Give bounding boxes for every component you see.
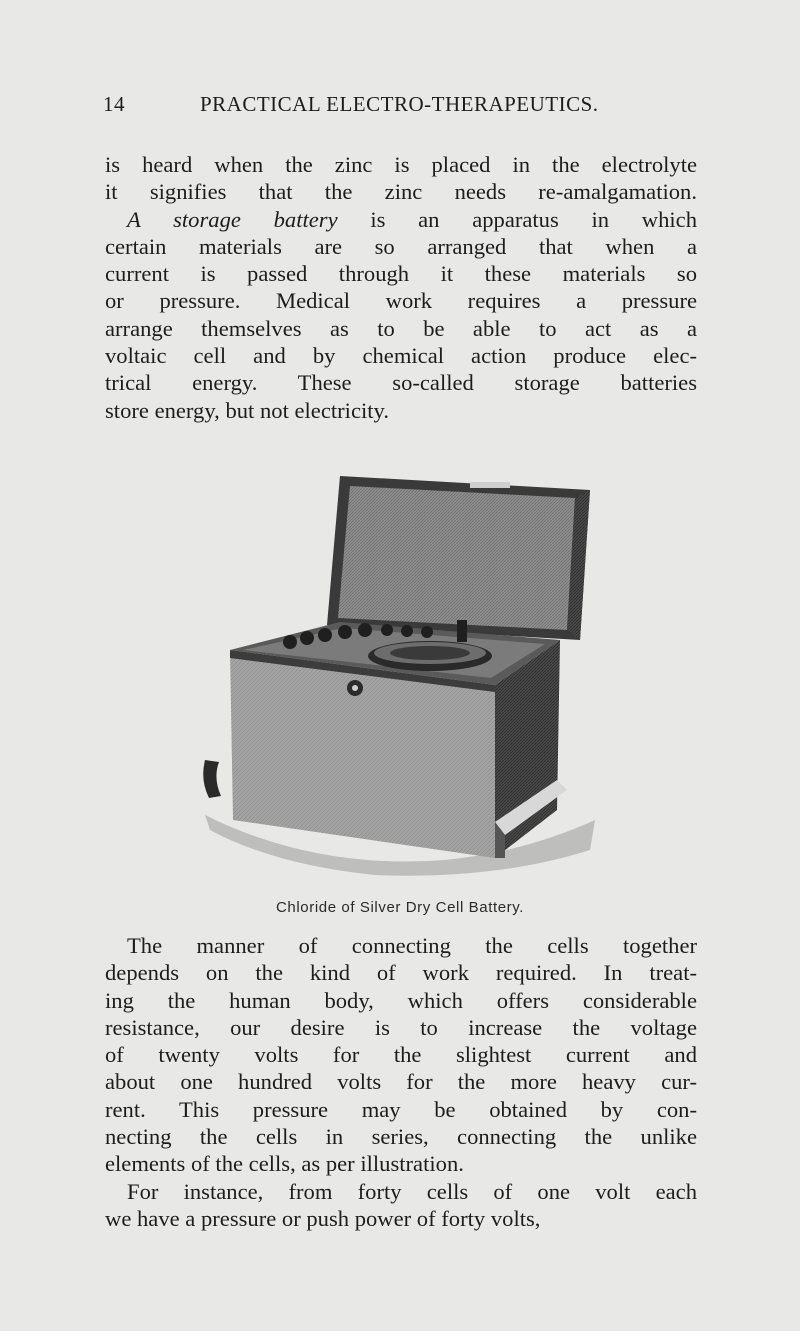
text-line: about one hundred volts for the more heavy cur- <box>105 1069 697 1095</box>
running-header <box>103 92 703 122</box>
italic-term: A storage battery <box>127 206 338 232</box>
running-title: PRACTICAL ELECTRO-THERAPEUTICS. <box>200 92 599 116</box>
paragraph-storage-battery <box>105 151 697 424</box>
text-line: store energy, but not electricity. <box>105 397 389 423</box>
text-line: it signifies that the zinc needs re-amalgamation. <box>105 179 697 205</box>
battery-illustration <box>195 460 605 890</box>
text-line: trical energy. These so-called storage batteries <box>105 370 697 396</box>
text-line: voltaic cell and by chemical action produce elec- <box>105 343 697 369</box>
text-line: certain materials are so arranged that when a <box>105 233 697 259</box>
text-line: we have a pressure or push power of forty volts, <box>105 1205 541 1231</box>
page-number: 14 <box>103 92 125 116</box>
text-line: resistance, our desire is to increase the voltage <box>105 1014 697 1040</box>
text-fragment: is an apparatus in which <box>337 206 698 232</box>
text-line: arrange themselves as to be able to act as a <box>105 315 697 341</box>
text-line: elements of the cells, as per illustration. <box>105 1151 464 1177</box>
text-line: current is passed through it these materials so <box>105 261 697 287</box>
text-line: depends on the kind of work required. In treat- <box>105 960 697 986</box>
text-line: rent. This pressure may be obtained by con- <box>105 1096 697 1122</box>
text-line: ing the human body, which offers considerable <box>105 987 697 1013</box>
paragraph-connecting-cells <box>105 932 697 1232</box>
figure-caption: Chloride of Silver Dry Cell Battery. <box>275 899 525 916</box>
text-line <box>105 206 697 233</box>
text-line: For instance, from forty cells of one volt each <box>127 1178 697 1204</box>
text-line: necting the cells in series, connecting the unlike <box>105 1124 697 1150</box>
text-line: is heard when the zinc is placed in the electrolyte <box>105 152 697 177</box>
text-line: or pressure. Medical work requires a pressure <box>105 288 697 314</box>
text-line: of twenty volts for the slightest current and <box>105 1042 697 1068</box>
text-line: The manner of connecting the cells together <box>127 933 697 958</box>
